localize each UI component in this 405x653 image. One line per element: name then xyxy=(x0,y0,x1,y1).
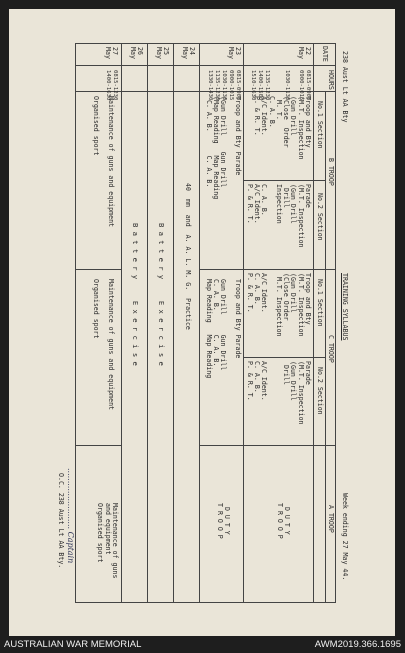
row-27-date: 27 May xyxy=(103,46,119,59)
row-24-date: 24 May xyxy=(180,46,196,59)
row-divider xyxy=(243,43,244,603)
row-divider xyxy=(147,43,148,603)
b-c-troop-divider xyxy=(199,269,336,270)
rotated-syllabus xyxy=(52,43,352,603)
row-27-c-troop: Maintenance of guns and equipment Organised sport xyxy=(92,278,115,410)
col-header-date: DATE xyxy=(321,45,329,62)
col-header-hours: HOURS xyxy=(327,69,335,90)
col-header-b-troop: B TROOP xyxy=(327,157,335,186)
col-header-a-troop: A TROOP xyxy=(327,504,335,533)
row-22-c-section-2: Parade (M.T. Inspection (Gun Drill Drill A/C Ident. C. A. B. P. & R. T. xyxy=(245,360,312,425)
col-header-b-section-1: No.1 Section xyxy=(316,100,324,149)
row-divider xyxy=(199,43,200,603)
row-22-b-section-1: Troop and Bty (M.T. Inspection (Gun Drill (Close Order M. T. C. A. B. A/C Ident. P. & R. T. xyxy=(252,95,312,160)
unit-name: 238 Aust Lt AA Bty xyxy=(341,50,349,122)
row-24-activity: 40 mm and A. A. L. M. G. Practice xyxy=(184,182,192,330)
date-column-divider xyxy=(76,65,336,66)
row-22-date: 22 May xyxy=(296,46,312,59)
b-troop-section-divider xyxy=(244,180,326,181)
row-divider xyxy=(121,43,122,603)
row-23-date: 23 May xyxy=(226,46,242,59)
header-bottom-border xyxy=(313,43,314,603)
row-25-date: 25 May xyxy=(154,46,170,59)
col-header-c-section-1: No.1 Section xyxy=(316,278,324,327)
footer-catalog-number: AWM2019.366.1695 xyxy=(314,639,401,650)
row-23-c-troop: Troop and Bty Parade Gun Drill Gun Drill C. A. B. C. A. B. Map Reading Map Reading xyxy=(204,278,242,378)
row-divider xyxy=(173,43,174,603)
row-22-c-section-1: Troop and Bty (M.T. Inspection (Gun Drill (Close Order M.T. Inspection A/C Ident. C. A. B. P. & R. T. xyxy=(245,272,312,337)
row-26-activity: B a t t e r y E x e r c i s e xyxy=(131,222,140,366)
b-c-troop-divider-lower xyxy=(76,269,122,270)
row-27-a-troop: Maintenance of guns and equipment Organised sport xyxy=(96,502,119,578)
table-bottom-border xyxy=(75,43,76,603)
col-header-b-section-2: No.2 Section xyxy=(316,192,324,241)
table-left-border xyxy=(76,43,336,44)
table-top-border xyxy=(335,43,336,603)
row-27-hours: 0815-1230 1400-1630 xyxy=(105,69,118,100)
c-a-troop-divider-lower xyxy=(76,445,122,446)
row-22-hours: 0815-0900 0900-1015 1030-1130 1135-1230 1400-1500 1510-1630 xyxy=(249,69,311,100)
c-troop-section-divider xyxy=(244,357,326,358)
col-header-c-section-2: No.2 Section xyxy=(316,366,324,415)
archive-footer xyxy=(0,636,405,653)
row-23-b-troop: Troop and Bty Parade (Gun Drill Gun Drill (Map Reading Map Reading C. A. B. C. A. B. xyxy=(204,95,242,199)
row-22-b-section-2: Parade (M.T. Inspection (Gun Drill Drill Inspection C. A. B. A/C Ident. P. & R. T. xyxy=(245,183,312,248)
signature-line: ........................ Captain xyxy=(66,467,75,563)
footer-institution: AUSTRALIAN WAR MEMORIAL xyxy=(4,639,142,650)
row-25-activity: B a t t e r y E x e r c i s e xyxy=(157,222,166,366)
document-page xyxy=(9,9,395,636)
row-27-b-troop: Maintenance of guns and equipment Organised sport xyxy=(92,95,115,227)
row-23-a-troop: D U T Y T R O O P xyxy=(215,502,231,539)
row-26-date: 26 May xyxy=(128,46,144,59)
row-22-a-troop: D U T Y T R O O P xyxy=(275,502,291,539)
col-header-c-troop: C TROOP xyxy=(327,334,335,363)
signature-title: O.C. 238 Aust Lt AA Bty. xyxy=(57,472,65,568)
document-title: TRAINING SYLLABUS xyxy=(341,272,349,340)
row-23-hours: 0815-0900 0900-1015 1030-1130 1135-1230 1330-1430 xyxy=(207,69,241,100)
c-a-troop-divider xyxy=(199,445,336,446)
table-right-border xyxy=(76,602,336,603)
week-ending: Week ending 27 May 44. xyxy=(341,492,349,580)
